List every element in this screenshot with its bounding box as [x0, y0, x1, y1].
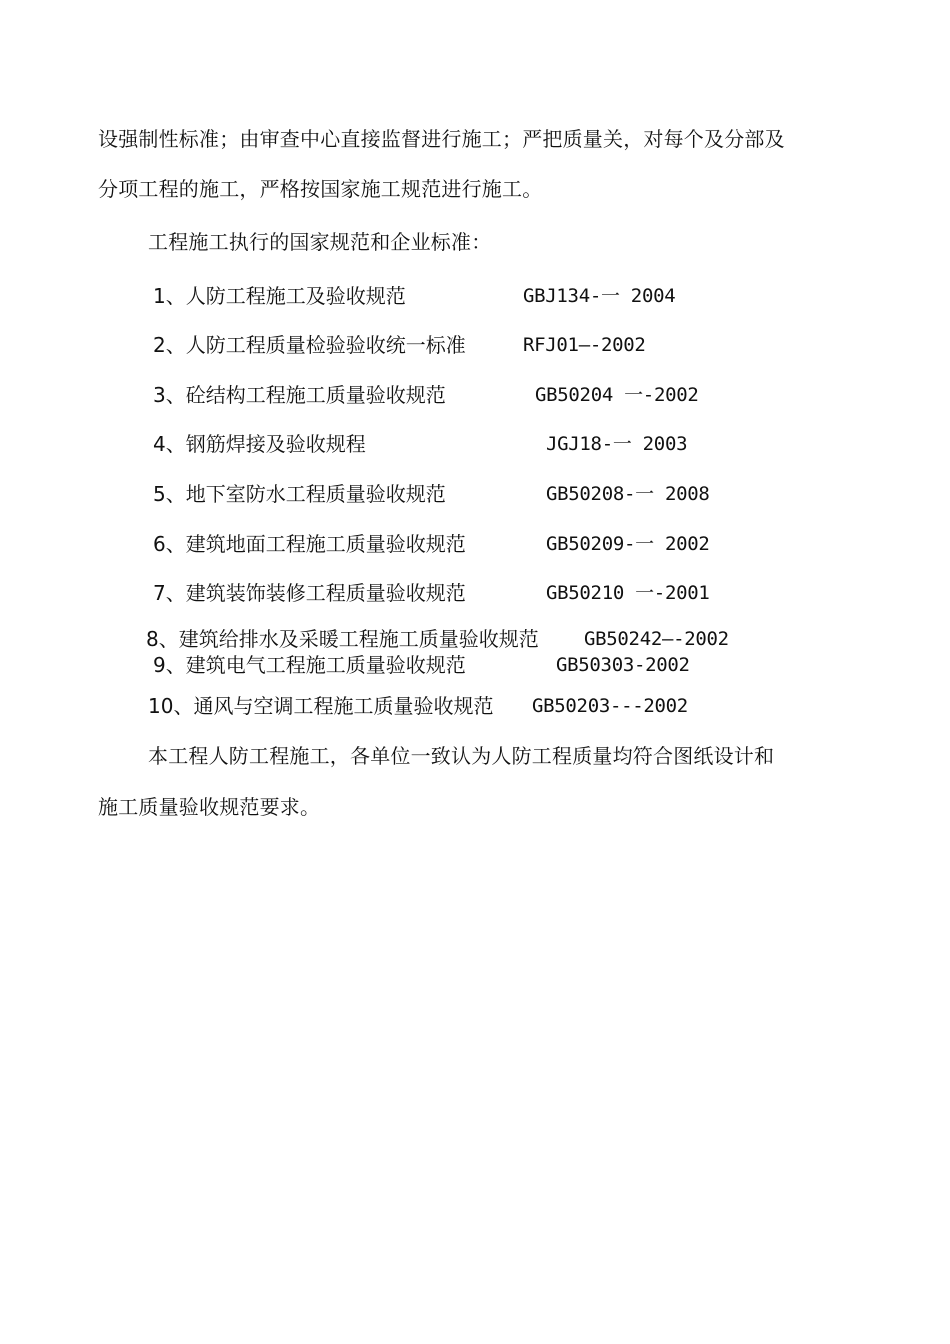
- standard-title-5: 5、地下室防水工程质量验收规范: [153, 482, 446, 506]
- standard-title-9: 9、建筑电气工程施工质量验收规范: [153, 653, 466, 677]
- conclusion-line-1: 本工程人防工程施工，各单位一致认为人防工程质量均符合图纸设计和: [148, 744, 775, 768]
- paragraph-line-1: 设强制性标准；由审查中心直接监督进行施工；严把质量关，对每个及分部及: [98, 127, 785, 151]
- standard-title-8: 8、建筑给排水及采暖工程施工质量验收规范: [146, 627, 539, 651]
- paragraph-line-2: 分项工程的施工，严格按国家施工规范进行施工。: [98, 177, 543, 201]
- standard-title-6: 6、建筑地面工程施工质量验收规范: [153, 532, 466, 556]
- standard-code-2: RFJ01—-2002: [523, 334, 646, 356]
- conclusion-line-2: 施工质量验收规范要求。: [98, 795, 321, 819]
- standard-code-1: GBJ134-一 2004: [523, 285, 676, 307]
- standard-code-7: GB50210 一-2001: [546, 582, 710, 604]
- standard-code-5: GB50208-一 2008: [546, 483, 710, 505]
- standard-code-6: GB50209-一 2002: [546, 533, 710, 555]
- standard-code-9: GB50303-2002: [556, 654, 690, 676]
- standard-code-8: GB50242—-2002: [584, 628, 729, 650]
- standard-title-7: 7、建筑装饰装修工程质量验收规范: [153, 581, 466, 605]
- standards-intro: 工程施工执行的国家规范和企业标准：: [148, 230, 492, 254]
- standard-code-10: GB50203---2002: [532, 695, 688, 717]
- standard-title-3: 3、砼结构工程施工质量验收规范: [153, 383, 446, 407]
- standard-code-3: GB50204 一-2002: [535, 384, 699, 406]
- standard-title-2: 2、人防工程质量检验验收统一标准: [153, 333, 466, 357]
- standard-code-4: JGJ18-一 2003: [546, 433, 688, 455]
- standard-title-1: 1、人防工程施工及验收规范: [153, 284, 406, 308]
- standard-title-10: 10、通风与空调工程施工质量验收规范: [148, 694, 494, 718]
- standard-title-4: 4、钢筋焊接及验收规程: [153, 432, 366, 456]
